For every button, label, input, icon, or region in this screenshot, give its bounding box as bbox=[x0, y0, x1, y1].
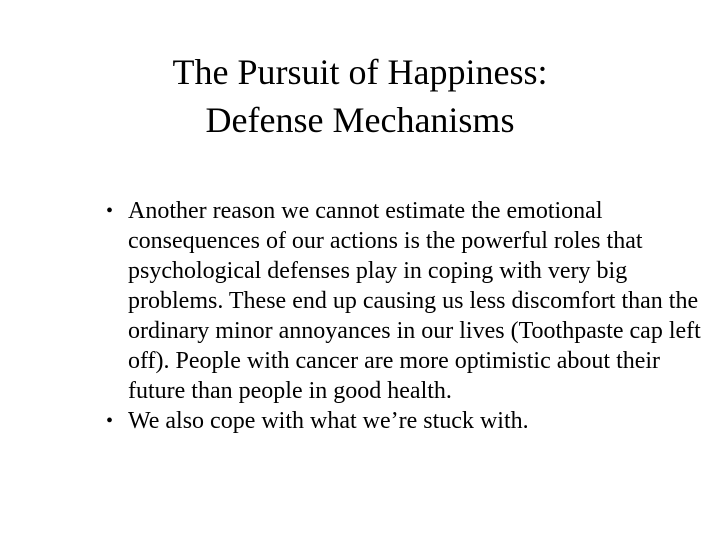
bullet-item-1 bbox=[106, 196, 706, 406]
slide-title-line-2: Defense Mechanisms bbox=[205, 100, 515, 140]
bullet-icon: • bbox=[106, 410, 114, 432]
slide-title-line-1: The Pursuit of Happiness: bbox=[172, 52, 548, 92]
bullet-text-2: We also cope with what we’re stuck with. bbox=[128, 408, 529, 434]
slide-title bbox=[0, 48, 720, 144]
bullet-icon: • bbox=[106, 200, 114, 222]
bullet-list bbox=[106, 196, 706, 436]
bullet-item-2 bbox=[106, 406, 706, 436]
bullet-text-1: Another reason we cannot estimate the emotional consequences of our actions is the powerful roles that psychological defenses play in coping with very big problems. These end up causing us less discomfort than the ordinary minor annoyances in our lives (Toothpaste cap left off). People with cancer are more optimistic about their future than people in good health. bbox=[128, 198, 701, 404]
